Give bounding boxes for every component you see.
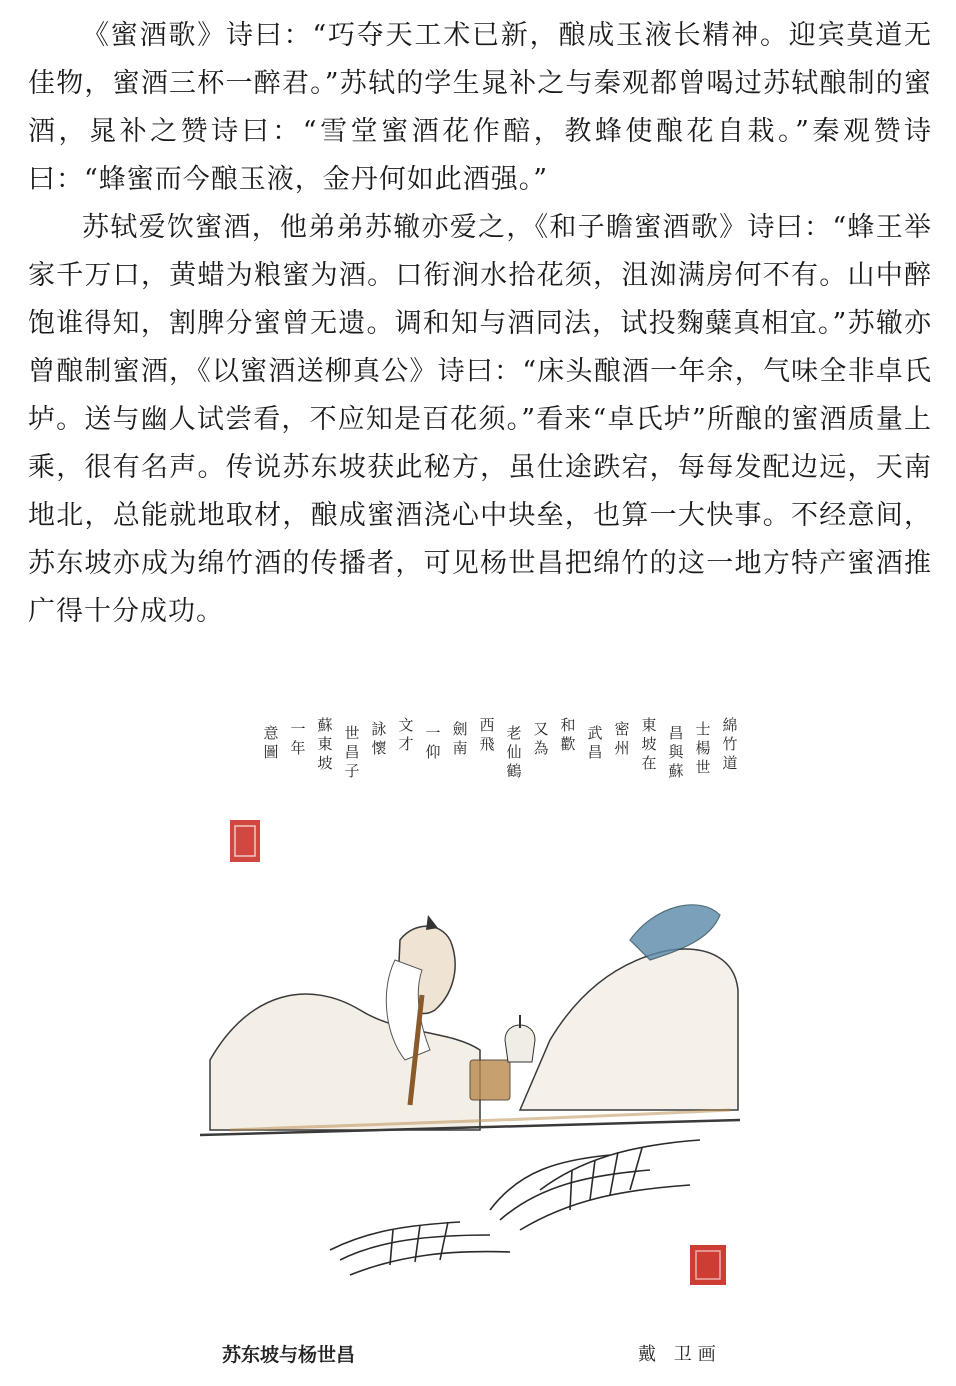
inscription-char: 東 (317, 735, 333, 753)
ink-painting (190, 690, 750, 1310)
left-figure-robe (210, 994, 480, 1130)
topknot (426, 915, 438, 930)
inscription-char: 為 (533, 739, 549, 757)
inscription-char: 鶴 (506, 762, 522, 780)
inscription-char: 楊 (695, 739, 711, 757)
inscription-char: 昌 (668, 724, 684, 742)
inscription-char: 世 (695, 758, 711, 776)
inscription-char: 武 (587, 724, 603, 742)
painting-svg (190, 690, 750, 1310)
inscription-char: 在 (641, 754, 657, 772)
figure-caption: 苏东坡与杨世昌 (222, 1344, 356, 1366)
inscription-char: 州 (614, 739, 630, 757)
inscription-char: 仰 (425, 743, 441, 761)
inscription-char: 劍 (452, 720, 468, 738)
inscription-char: 圖 (263, 743, 279, 761)
inscription-char: 坡 (641, 735, 657, 753)
inscription-char: 懷 (371, 739, 387, 757)
inscription-char: 一 (425, 724, 441, 742)
inscription-char: 道 (722, 754, 738, 772)
inscription-char: 文 (398, 716, 414, 734)
inscription-char: 歡 (560, 735, 576, 753)
inscription-char: 士 (695, 720, 711, 738)
inscription-char: 子 (344, 762, 360, 780)
reed-grass (330, 1140, 700, 1275)
wine-pot (505, 1025, 535, 1062)
inscription-char: 世 (344, 724, 360, 742)
inscription-char: 南 (452, 739, 468, 757)
inscription-char: 和 (560, 716, 576, 734)
artist-credit: 戴 卫画 (638, 1344, 722, 1365)
inscription-char: 年 (290, 739, 306, 757)
paragraph-2: 苏轼爱饮蜜酒，他弟弟苏辙亦爱之，《和子瞻蜜酒歌》诗曰：“蜂王举家千万口，黄蜡为粮蜜为酒。口衔涧水拾花须，沮洳满房何不有。山中醉饱谁得知，割脾分蜜曾无遗。调和知与酒同法，试投麴糵真相宜。”苏辙亦曾酿制蜜酒，《以蜜酒送柳真公》诗曰：“床头酿酒一年余，气味全非卓氏垆。送与幽人试尝看，不应知是百花须。”看来“卓氏垆”所酿的蜜酒质量上乘，很有名声。传说苏东坡获此秘方，虽仕途跌宕，每每发配边远，天南地北，总能就地取材，酿成蜜酒浇心中块垒，也算一大快事。不经意间，苏东坡亦成为绵竹酒的传播者，可见杨世昌把绵竹的这一地方特产蜜酒推广得十分成功。 (28, 212, 932, 627)
inscription-char: 意 (263, 724, 279, 742)
inscription-char: 仙 (506, 743, 522, 761)
paragraph-1: 《蜜酒歌》诗曰：“巧夺天工术已新，酿成玉液长精神。迎宾莫道无佳物，蜜酒三杯一醉君。”苏轼的学生晁补之与秦观都曾喝过苏轼酿制的蜜酒，晁补之赞诗曰：“雪堂蜜酒花作醅，教蜂使酿花自栽。”秦观赞诗曰：“蜂蜜而今酿玉液，金丹何如此酒强。” (28, 20, 932, 195)
inscription-char: 又 (533, 720, 549, 738)
inscription-char: 蘇 (317, 716, 333, 734)
inscription-char: 昌 (587, 743, 603, 761)
calligraphy-inscription (263, 716, 737, 780)
inscription-char: 竹 (722, 735, 738, 753)
right-figure-robe (520, 949, 738, 1110)
inscription-char: 東 (641, 716, 657, 734)
inscription-char: 與 (668, 743, 684, 761)
inscription-char: 坡 (317, 754, 333, 772)
inscription-char: 昌 (344, 743, 360, 761)
inscription-char: 一 (290, 720, 306, 738)
inscription-char: 密 (614, 720, 630, 738)
body-text (28, 12, 932, 636)
inscription-char: 綿 (722, 716, 738, 734)
inscription-char: 飛 (479, 735, 495, 753)
inscription-char: 才 (398, 735, 414, 753)
inscription-char: 蘇 (668, 762, 684, 780)
inscription-char: 老 (506, 724, 522, 742)
inscription-char: 詠 (371, 720, 387, 738)
wine-table (470, 1060, 510, 1100)
inscription-char: 西 (479, 716, 495, 734)
